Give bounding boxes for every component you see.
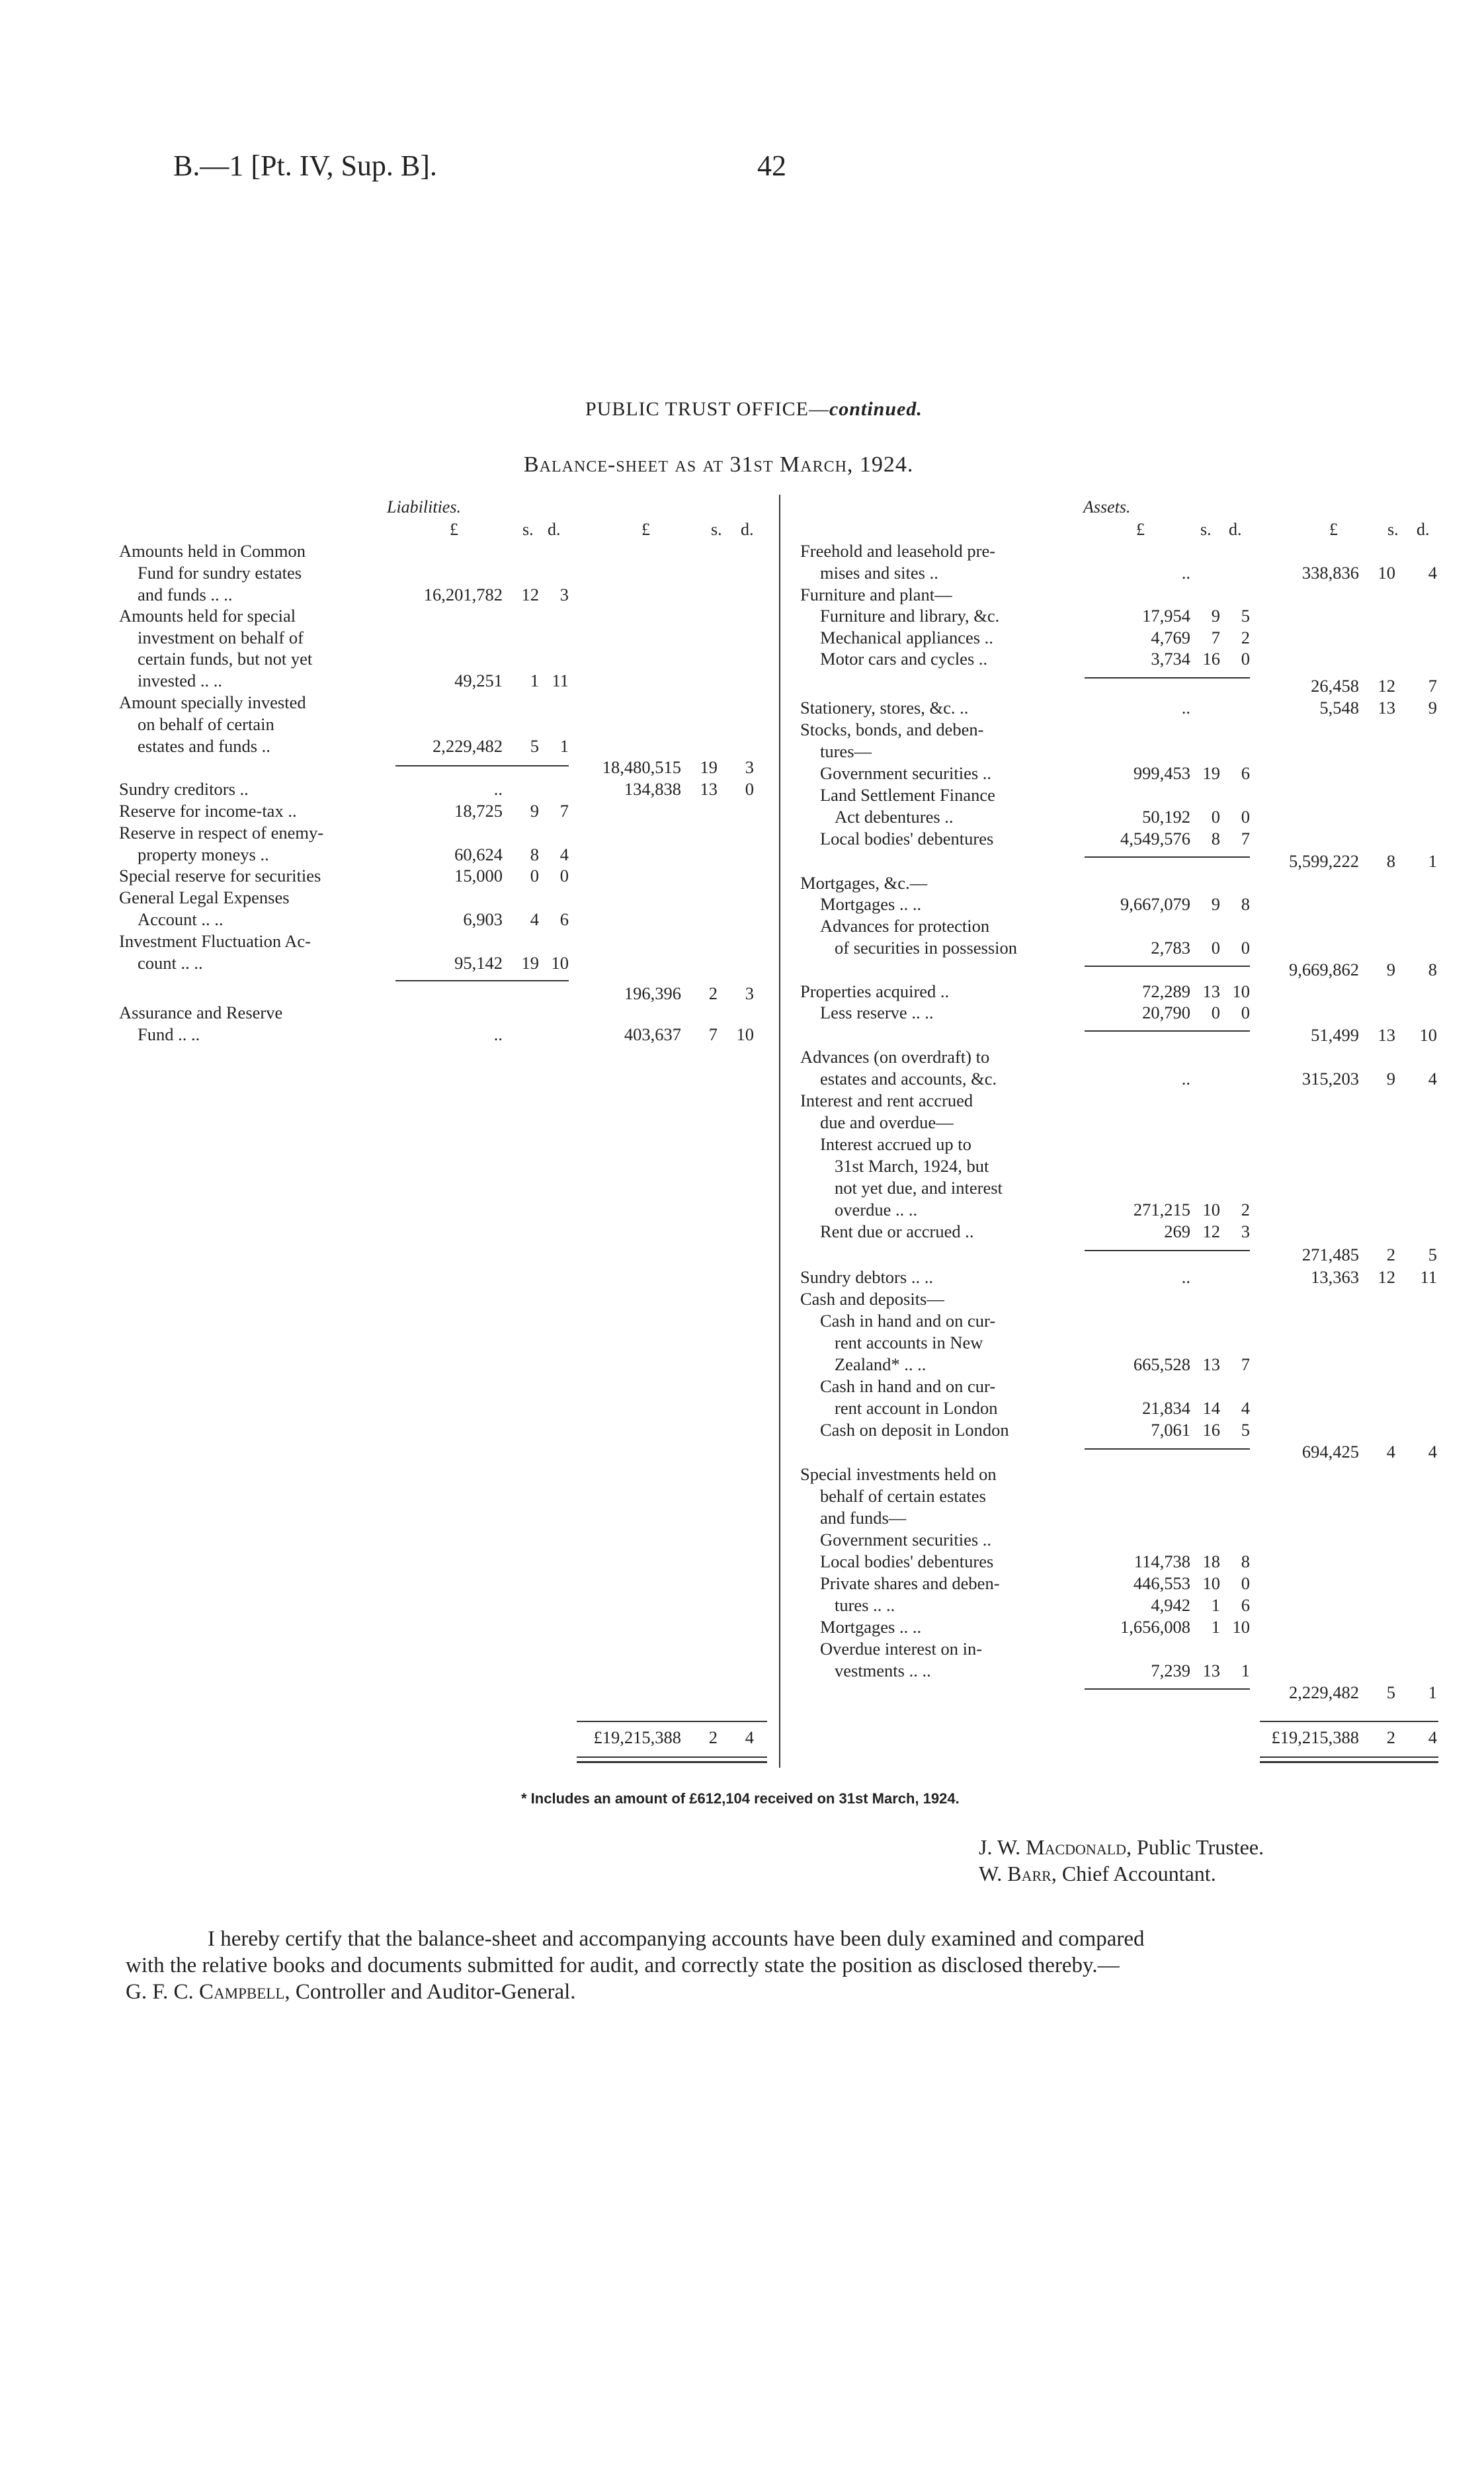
asset-sub-s: 16 xyxy=(1202,1420,1220,1440)
asset-line: Stocks, bonds, and deben- xyxy=(800,720,984,739)
asset-sub-d: 7 xyxy=(1241,1354,1250,1374)
asset-sub-amount: 999,453 xyxy=(1133,763,1190,783)
asset-sub-s: 12 xyxy=(1202,1221,1220,1241)
liability-total-d: 0 xyxy=(745,779,754,799)
asset-sub-amount: .. xyxy=(1181,563,1190,583)
asset-sub-amount: 72,289 xyxy=(1142,981,1190,1001)
certificate-signatory xyxy=(126,1979,1145,2005)
asset-line: Zealand* .. .. xyxy=(835,1354,927,1374)
asset-sub-amount: 269 xyxy=(1164,1221,1190,1241)
footnote: * Includes an amount of £612,104 received on 31st March, 1924. xyxy=(521,1790,960,1807)
liabilities-col-pound-1: £ xyxy=(450,520,458,539)
asset-total-s: 4 xyxy=(1386,1442,1395,1462)
assets-subtotal-rule xyxy=(1085,856,1250,858)
assets-subtotal-rule xyxy=(1085,1250,1250,1251)
liabilities-double-rule xyxy=(577,1756,767,1758)
assets-col-s-1: s. xyxy=(1200,520,1212,539)
asset-sub-s: 9 xyxy=(1211,606,1220,626)
liability-amount: 6,903 xyxy=(463,909,503,929)
liability-amount: 60,624 xyxy=(454,845,503,864)
asset-sub-s: 1 xyxy=(1211,1595,1220,1615)
office-title-text: PUBLIC TRUST OFFICE— xyxy=(585,398,829,420)
asset-sub-amount: .. xyxy=(1181,1267,1190,1287)
asset-line: of securities in possession xyxy=(835,938,1018,958)
liability-pence: 4 xyxy=(559,845,569,864)
liability-total-s: 19 xyxy=(700,757,718,777)
asset-total-s: 5 xyxy=(1386,1682,1395,1702)
asset-line: Land Settlement Finance xyxy=(820,785,995,805)
liabilities-col-pound-2: £ xyxy=(641,520,650,539)
asset-total-d: 9 xyxy=(1428,698,1437,718)
asset-sub-amount: .. xyxy=(1181,1069,1190,1089)
asset-total-s: 13 xyxy=(1378,1025,1395,1045)
asset-sub-s: 13 xyxy=(1202,981,1220,1001)
asset-total: 51,499 xyxy=(1311,1025,1359,1045)
asset-sub-amount: 446,553 xyxy=(1133,1573,1190,1593)
liability-pence: 3 xyxy=(559,585,569,604)
asset-line: Overdue interest on in- xyxy=(820,1639,983,1659)
assets-grand-total-rule xyxy=(1260,1721,1438,1722)
liabilities-subtotal-rule xyxy=(395,765,569,766)
asset-total: 2,229,482 xyxy=(1289,1682,1359,1702)
asset-total: 271,485 xyxy=(1301,1245,1359,1264)
liability-amount: 49,251 xyxy=(454,671,503,690)
asset-sub-s: 13 xyxy=(1202,1661,1220,1680)
asset-line: rent account in London xyxy=(835,1398,998,1418)
liability-line: Sundry creditors .. xyxy=(119,779,249,799)
certificate-name: G. F. C. Campbell xyxy=(126,1980,285,2004)
asset-sub-s: 0 xyxy=(1211,807,1220,827)
certificate-line-1: I hereby certify that the balance-sheet and accompanying accounts have been duly examined and compared xyxy=(208,1927,1145,1951)
asset-total-s: 8 xyxy=(1386,851,1395,871)
liability-amount: 16,201,782 xyxy=(423,585,503,604)
liability-line: Special reserve for securities xyxy=(119,866,321,886)
assets-grand-total-d: 4 xyxy=(1428,1727,1437,1747)
asset-line: Motor cars and cycles .. xyxy=(820,649,988,669)
liability-pence: 7 xyxy=(559,801,569,821)
asset-sub-d: 4 xyxy=(1241,1398,1250,1418)
liability-line: Reserve for income-tax .. xyxy=(119,801,297,821)
asset-sub-s: 10 xyxy=(1202,1573,1220,1593)
asset-sub-d: 8 xyxy=(1241,894,1250,914)
asset-sub-d: 10 xyxy=(1232,981,1250,1001)
liability-total-s: 7 xyxy=(708,1024,718,1044)
liabilities-double-rule xyxy=(577,1761,767,1763)
asset-sub-d: 6 xyxy=(1241,1595,1250,1615)
asset-line: Mechanical appliances .. xyxy=(820,628,993,647)
asset-line: Mortgages .. .. xyxy=(820,894,922,914)
asset-line: vestments .. .. xyxy=(835,1661,931,1680)
asset-sub-s: 8 xyxy=(1211,829,1220,848)
asset-line: Furniture and plant— xyxy=(800,585,952,604)
liability-line: count .. .. xyxy=(138,953,203,973)
asset-line: behalf of certain estates xyxy=(820,1486,986,1506)
asset-line: Properties acquired .. xyxy=(800,981,950,1001)
asset-total-d: 7 xyxy=(1428,676,1437,696)
asset-line: not yet due, and interest xyxy=(835,1178,1003,1198)
assets-col-d-2: d. xyxy=(1417,520,1430,539)
asset-total-d: 4 xyxy=(1428,563,1437,583)
asset-total-d: 1 xyxy=(1428,1682,1437,1702)
asset-sub-amount: 665,528 xyxy=(1133,1354,1190,1374)
asset-line: Local bodies' debentures xyxy=(820,1551,994,1571)
assets-double-rule xyxy=(1260,1761,1438,1763)
asset-sub-amount: 20,790 xyxy=(1142,1003,1190,1022)
assets-subtotal-rule xyxy=(1085,1030,1250,1032)
asset-total: 9,669,862 xyxy=(1289,960,1359,979)
asset-total-d: 1 xyxy=(1428,851,1437,871)
asset-line: Advances for protection xyxy=(820,916,990,936)
asset-sub-d: 0 xyxy=(1241,1003,1250,1022)
asset-total-s: 2 xyxy=(1386,1245,1395,1264)
liabilities-heading: Liabilities. xyxy=(387,497,461,516)
liability-pence: 1 xyxy=(559,736,569,756)
asset-sub-amount: 3,734 xyxy=(1151,649,1190,669)
liability-total-s: 2 xyxy=(708,983,718,1003)
liability-line: Amounts held in Common xyxy=(119,541,306,561)
asset-total-s: 13 xyxy=(1378,698,1395,718)
assets-grand-total: £19,215,388 xyxy=(1271,1727,1359,1747)
asset-line: Act debentures .. xyxy=(835,807,954,827)
asset-line: Furniture and library, &c. xyxy=(820,606,1000,626)
asset-line: Stationery, stores, &c. .. xyxy=(800,698,969,718)
asset-line: Interest accrued up to xyxy=(820,1134,971,1154)
liabilities-col-s-1: s. xyxy=(522,520,534,539)
asset-line: Interest and rent accrued xyxy=(800,1091,973,1110)
liability-line: and funds .. .. xyxy=(138,585,233,604)
asset-total-s: 9 xyxy=(1386,960,1395,979)
asset-sub-d: 7 xyxy=(1241,829,1250,848)
asset-line: Sundry debtors .. .. xyxy=(800,1267,933,1287)
liability-pence: 11 xyxy=(552,671,569,690)
liability-total-d: 3 xyxy=(745,757,754,777)
asset-line: 31st March, 1924, but xyxy=(835,1156,989,1176)
liability-line: Fund .. .. xyxy=(138,1024,200,1044)
asset-sub-d: 3 xyxy=(1241,1221,1250,1241)
asset-line: Cash in hand and on cur- xyxy=(820,1376,996,1396)
asset-sub-s: 0 xyxy=(1211,1003,1220,1022)
asset-line: mises and sites .. xyxy=(820,563,938,583)
asset-total-s: 12 xyxy=(1378,1267,1395,1287)
asset-sub-d: 6 xyxy=(1241,763,1250,783)
asset-sub-d: 10 xyxy=(1232,1617,1250,1637)
asset-sub-amount: 7,061 xyxy=(1151,1420,1190,1440)
signature-public-trustee xyxy=(979,1835,1264,1860)
asset-sub-amount: 114,738 xyxy=(1134,1551,1190,1571)
signature-role: , Public Trustee. xyxy=(1126,1835,1264,1859)
asset-line: Rent due or accrued .. xyxy=(820,1221,974,1241)
asset-sub-d: 2 xyxy=(1241,1200,1250,1219)
asset-total-d: 5 xyxy=(1428,1245,1437,1264)
liability-amount: 18,725 xyxy=(454,801,503,821)
asset-total-d: 8 xyxy=(1428,960,1437,979)
asset-sub-amount: 17,954 xyxy=(1142,606,1190,626)
liability-line: Investment Fluctuation Ac- xyxy=(119,931,311,951)
liability-total-d: 3 xyxy=(745,983,754,1003)
liability-line: Amount specially invested xyxy=(119,692,306,712)
asset-sub-d: 0 xyxy=(1241,807,1250,827)
liability-line: property moneys .. xyxy=(138,845,269,864)
asset-sub-s: 7 xyxy=(1211,628,1220,647)
liability-line: General Legal Expenses xyxy=(119,887,290,907)
asset-sub-s: 19 xyxy=(1202,763,1220,783)
asset-total-s: 12 xyxy=(1378,676,1395,696)
audit-certificate xyxy=(126,1926,1145,2005)
liabilities-grand-total-d: 4 xyxy=(745,1727,754,1747)
certificate-role: , Controller and Auditor-General. xyxy=(284,1980,576,2004)
asset-sub-amount: 9,667,079 xyxy=(1120,894,1190,914)
page-number: 42 xyxy=(757,149,786,182)
assets-subtotal-rule xyxy=(1085,966,1250,967)
liability-total-s: 13 xyxy=(700,779,718,799)
liabilities-col-d-2: d. xyxy=(741,520,754,539)
asset-line: Mortgages .. .. xyxy=(820,1617,922,1637)
asset-sub-amount: 1,656,008 xyxy=(1120,1617,1190,1637)
asset-sub-amount: 4,549,576 xyxy=(1120,829,1190,848)
asset-line: tures .. .. xyxy=(835,1595,895,1615)
asset-line: Special investments held on xyxy=(800,1464,997,1484)
asset-sub-d: 0 xyxy=(1241,649,1250,669)
asset-line: Private shares and deben- xyxy=(820,1573,1000,1593)
liabilities-grand-total-s: 2 xyxy=(708,1727,718,1747)
assets-col-s-2: s. xyxy=(1387,520,1399,539)
asset-line: Cash on deposit in London xyxy=(820,1420,1009,1440)
liability-shillings: 12 xyxy=(521,585,539,604)
asset-line: overdue .. .. xyxy=(835,1200,918,1219)
assets-col-pound-1: £ xyxy=(1136,520,1145,539)
liabilities-grand-total: £19,215,388 xyxy=(593,1727,681,1747)
asset-line: due and overdue— xyxy=(820,1112,954,1132)
liability-amount: .. xyxy=(493,1024,503,1044)
column-separator xyxy=(779,495,780,1768)
asset-line: Mortgages, &c.— xyxy=(800,873,928,893)
asset-total-s: 10 xyxy=(1378,563,1395,583)
asset-sub-s: 18 xyxy=(1202,1551,1220,1571)
liability-line: Assurance and Reserve xyxy=(119,1003,283,1022)
assets-heading: Assets. xyxy=(1083,497,1131,516)
liability-shillings: 5 xyxy=(530,736,539,756)
liability-amount: 95,142 xyxy=(454,953,503,973)
liability-line: on behalf of certain xyxy=(138,714,274,734)
asset-sub-amount: 4,769 xyxy=(1151,628,1190,647)
liability-total: 196,396 xyxy=(624,983,681,1003)
asset-total: 694,425 xyxy=(1301,1442,1359,1462)
liability-pence: 0 xyxy=(559,866,569,886)
asset-line: Government securities .. xyxy=(820,1530,992,1549)
asset-total: 5,548 xyxy=(1319,698,1359,718)
liability-total: 18,480,515 xyxy=(602,757,681,777)
asset-line: Advances (on overdraft) to xyxy=(800,1047,990,1067)
asset-total: 26,458 xyxy=(1311,676,1359,696)
asset-line: Freehold and leasehold pre- xyxy=(800,541,996,561)
asset-total: 315,203 xyxy=(1301,1069,1359,1089)
liability-line: invested .. .. xyxy=(138,671,223,690)
asset-sub-s: 16 xyxy=(1202,649,1220,669)
liability-total-d: 10 xyxy=(736,1024,754,1044)
asset-sub-s: 0 xyxy=(1211,938,1220,958)
asset-line: rent accounts in New xyxy=(835,1333,983,1352)
asset-sub-amount: 50,192 xyxy=(1142,807,1190,827)
liability-line: certain funds, but not yet xyxy=(138,649,313,669)
asset-total-d: 4 xyxy=(1428,1069,1437,1089)
asset-line: Less reserve .. .. xyxy=(820,1003,934,1022)
asset-sub-d: 2 xyxy=(1241,628,1250,647)
liability-line: Amounts held for special xyxy=(119,606,296,626)
asset-sub-amount: 2,783 xyxy=(1151,938,1190,958)
asset-line: tures— xyxy=(820,741,872,761)
asset-sub-s: 1 xyxy=(1211,1617,1220,1637)
sheet-title: Balance-sheet as at 31st March, 1924. xyxy=(524,452,914,477)
asset-sub-amount: 271,215 xyxy=(1133,1200,1190,1219)
assets-subtotal-rule xyxy=(1085,677,1250,679)
liabilities-subtotal-rule xyxy=(395,980,569,981)
liability-line: Reserve in respect of enemy- xyxy=(119,823,324,843)
asset-total: 5,599,222 xyxy=(1289,851,1359,871)
assets-grand-total-s: 2 xyxy=(1386,1727,1395,1747)
asset-total-d: 4 xyxy=(1428,1442,1437,1462)
liability-shillings: 4 xyxy=(530,909,539,929)
liabilities-col-d-1: d. xyxy=(548,520,561,539)
liability-line: Account .. .. xyxy=(138,909,224,929)
liability-total: 403,637 xyxy=(624,1024,681,1044)
liabilities-col-s-2: s. xyxy=(711,520,722,539)
liability-total: 134,838 xyxy=(624,779,681,799)
liability-shillings: 9 xyxy=(530,801,539,821)
liability-shillings: 1 xyxy=(530,671,539,690)
asset-line: Government securities .. xyxy=(820,763,992,783)
liability-amount: 2,229,482 xyxy=(433,736,503,756)
assets-subtotal-rule xyxy=(1085,1448,1250,1450)
office-title-continued: continued. xyxy=(829,398,923,420)
signature-name: J. W. Macdonald xyxy=(979,1835,1127,1859)
asset-total: 13,363 xyxy=(1311,1267,1359,1287)
asset-sub-s: 14 xyxy=(1202,1398,1220,1418)
assets-subtotal-rule xyxy=(1085,1688,1250,1690)
asset-line: Local bodies' debentures xyxy=(820,829,994,848)
asset-sub-amount: 7,239 xyxy=(1151,1661,1190,1680)
asset-sub-d: 5 xyxy=(1241,1420,1250,1440)
liabilities-grand-total-rule xyxy=(577,1721,767,1722)
asset-sub-s: 10 xyxy=(1202,1200,1220,1219)
asset-sub-s: 13 xyxy=(1202,1354,1220,1374)
asset-sub-d: 5 xyxy=(1241,606,1250,626)
liability-line: estates and funds .. xyxy=(138,736,270,756)
document-reference: B.—1 [Pt. IV, Sup. B]. xyxy=(173,149,437,182)
asset-line: estates and accounts, &c. xyxy=(820,1069,997,1089)
asset-sub-s: 9 xyxy=(1211,894,1220,914)
liability-pence: 10 xyxy=(551,953,569,973)
liability-pence: 6 xyxy=(559,909,569,929)
asset-total-s: 9 xyxy=(1386,1069,1395,1089)
asset-sub-amount: 21,834 xyxy=(1142,1398,1190,1418)
asset-total-d: 10 xyxy=(1419,1025,1437,1045)
liability-line: Fund for sundry estates xyxy=(138,563,302,583)
liability-line: investment on behalf of xyxy=(138,628,304,647)
asset-sub-d: 0 xyxy=(1241,1573,1250,1593)
signature-name: W. Barr xyxy=(979,1862,1051,1885)
liability-amount: 15,000 xyxy=(454,866,503,886)
asset-total-d: 11 xyxy=(1420,1267,1437,1287)
liability-shillings: 0 xyxy=(530,866,539,886)
liability-shillings: 8 xyxy=(530,845,539,864)
signature-role: , Chief Accountant. xyxy=(1051,1862,1216,1885)
liability-shillings: 19 xyxy=(521,953,539,973)
asset-sub-amount: 4,942 xyxy=(1151,1595,1190,1615)
asset-sub-amount: .. xyxy=(1181,698,1190,718)
assets-double-rule xyxy=(1260,1756,1438,1758)
office-title xyxy=(585,398,923,421)
assets-col-pound-2: £ xyxy=(1329,520,1338,539)
liability-amount: .. xyxy=(493,779,503,799)
assets-col-d-1: d. xyxy=(1229,520,1242,539)
asset-sub-d: 1 xyxy=(1241,1661,1250,1680)
asset-sub-d: 0 xyxy=(1241,938,1250,958)
asset-line: Cash in hand and on cur- xyxy=(820,1311,996,1331)
asset-sub-d: 8 xyxy=(1241,1551,1250,1571)
signature-chief-accountant xyxy=(979,1862,1216,1886)
certificate-line-2: with the relative books and documents submitted for audit, and correctly state the position as disclosed thereby.— xyxy=(126,1954,1120,1977)
asset-line: and funds— xyxy=(820,1508,907,1528)
asset-total: 338,836 xyxy=(1301,563,1359,583)
asset-line: Cash and deposits— xyxy=(800,1289,944,1309)
